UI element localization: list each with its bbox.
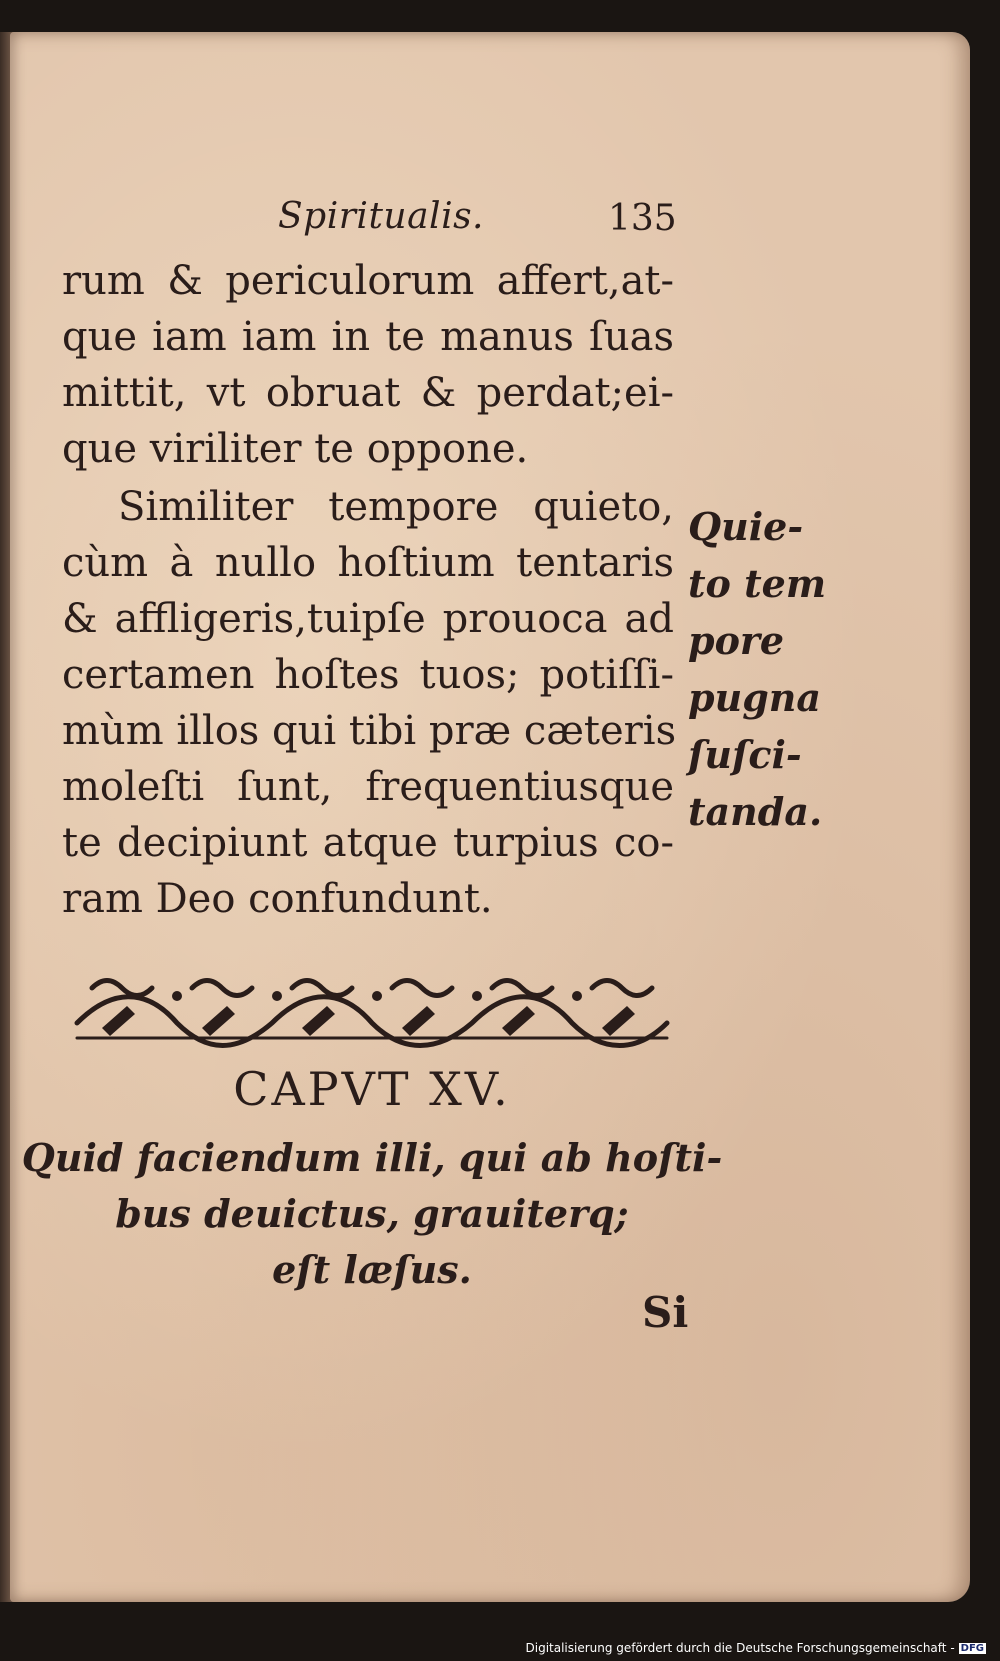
- margin-note-line: tanda.: [688, 789, 823, 834]
- body-line: Similiter tempore quieto,: [118, 484, 674, 530]
- body-line: mùm illos qui tibi præ cæteris: [62, 708, 677, 754]
- chapter-subtitle-line: bus deuictus, grauiterq;: [115, 1191, 629, 1236]
- body-line: que viriliter te oppone.: [62, 426, 529, 472]
- body-line: rum & periculorum affert,at-: [62, 258, 674, 304]
- margin-note-line: pugna: [688, 675, 822, 720]
- body-line: te decipiunt atque turpius co-: [62, 820, 674, 866]
- digitization-credit: [526, 1641, 987, 1655]
- body-line: certamen hoſtes tuos; potiſſi-: [62, 652, 674, 698]
- body-line: mittit, vt obruat & perdat;ei-: [62, 370, 674, 416]
- running-title: Spiritualis.: [278, 196, 485, 237]
- margin-note-line: Quie-: [688, 504, 804, 549]
- chapter-subtitle-line: Quid faciendum illi, qui ab hoſti-: [21, 1135, 723, 1180]
- body-line: moleſti ſunt, frequentiusque: [62, 764, 674, 810]
- margin-note-line: ſuſci-: [688, 732, 802, 777]
- catchword: Si: [642, 1288, 689, 1337]
- margin-note-line: pore: [688, 618, 785, 663]
- chapter-heading: CAPVT XV.: [233, 1062, 511, 1116]
- body-line: ram Deo confundunt.: [62, 876, 493, 922]
- chapter-subtitle-line: eſt læſus.: [272, 1247, 472, 1292]
- decorative-ornament-band: [72, 968, 672, 1053]
- credit-text: Digitalisierung gefördert durch die Deutsche Forschungsgemeinschaft -: [525, 1641, 955, 1655]
- margin-note-line: to tem: [688, 561, 827, 606]
- dfg-logo: DFG: [960, 1643, 984, 1654]
- page-number: 135: [608, 198, 677, 239]
- body-line: cùm à nullo hoſtium tentaris: [62, 540, 674, 586]
- body-line: que iam iam in te manus ſuas: [62, 314, 674, 360]
- body-line: & affligeris,tuipſe prouoca ad: [62, 596, 674, 642]
